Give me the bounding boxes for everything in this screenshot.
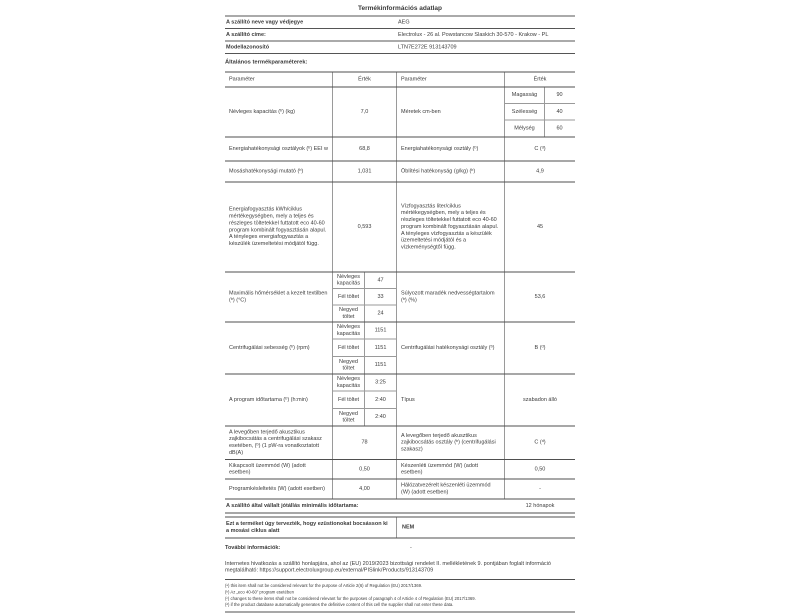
wash-index-label: Mosáshatékonysági mutató (ᵇ) [225, 161, 333, 181]
water-consumption-value: 45 [536, 223, 544, 230]
table-row [225, 87, 575, 137]
table-row [225, 374, 575, 426]
sub-value: 3:25 [375, 379, 386, 386]
footnote-b: (ᵇ) Az „eco 40-60” program esetében [225, 589, 294, 595]
type-label: Típus [397, 374, 505, 425]
footnote-a: (ᵃ) this item shall not be considered relevant for the purpose of Article 2(6) of Regulation (EU) 2017/1369. [225, 583, 423, 589]
energy-class-label: Energiahatékonysági osztály (ᵇ) [397, 137, 505, 160]
spin-class-value: B (ᵈ) [534, 344, 546, 351]
column-header: Érték [533, 75, 547, 82]
model-id-value: LTN7E272E 913143709 [398, 43, 457, 50]
sub-value: 1151 [374, 361, 387, 368]
supplier-name-value: AEG [398, 18, 410, 25]
table-row [333, 340, 396, 357]
silver-ion-row [225, 516, 575, 538]
sub-value: 2:40 [375, 396, 386, 403]
capacity-value: 7,0 [333, 87, 397, 136]
program-duration-label: A program időtartama (ᵇ) (h:min) [225, 374, 333, 425]
moisture-value: 53,6 [534, 293, 546, 300]
table-row [333, 357, 396, 373]
table-row [505, 104, 575, 121]
sub-value: 47 [377, 276, 384, 283]
product-fiche-document [225, 4, 575, 613]
dim-depth-label: Mélység [505, 121, 545, 137]
dim-depth-value: 60 [556, 125, 563, 132]
supplier-name-label: A szállító neve vagy védjegye [226, 18, 304, 25]
sub-label: Névleges kapacitás [333, 322, 365, 338]
table-row [333, 374, 396, 391]
sub-value: 1151 [374, 327, 387, 334]
supplier-address-value: Electrolux - 26 al. Powstancow Slaskich 30-570 - Krakow - PL [398, 31, 549, 38]
wash-index-value: 1,031 [333, 161, 397, 181]
dimensions-subtable [505, 87, 575, 136]
sub-label: Fél töltet [333, 340, 365, 356]
warranty-row [225, 499, 575, 513]
warranty-label: A szállító által vállalt jótállás minimális időtartama: [226, 502, 359, 509]
table-row [505, 87, 575, 104]
table-row [225, 322, 575, 374]
footnote-d: (ᵈ) if the product database automatically generates the definitive content of this cell the supplier shall not enter these data. [225, 602, 454, 608]
table-row [333, 306, 396, 322]
supplier-link-paragraph [225, 560, 575, 574]
rinse-label: Öblítési hatékonyság (g/kg) (ᵇ) [397, 161, 505, 181]
dim-width-value: 40 [556, 108, 563, 115]
networked-standby-value: - [539, 485, 541, 492]
sub-value: 24 [377, 310, 384, 316]
spin-class-label: Centrifugálási hatékonysági osztály (ᵇ) [397, 322, 505, 373]
eei-value: 68,8 [333, 137, 397, 160]
table-header-row [225, 72, 575, 87]
sub-value: 33 [377, 293, 384, 300]
off-mode-value: 0,50 [333, 460, 397, 479]
delay-start-value: 4,00 [333, 480, 397, 499]
table-row [225, 182, 575, 272]
table-row [333, 392, 396, 409]
table-row [333, 322, 396, 339]
energy-consumption-value: 0,593 [333, 182, 397, 271]
footnotes-block [225, 579, 575, 613]
water-consumption-label: Vízfogyasztás liter/ciklus mértékegységben, mely a teljes és részleges töltetekkel futtatott eco 40-60 program kombinált fogyasztásán alapul. A tényleges vízfogyasztás a készülék üzemeltetési módjától és a vízkeménységtől függ. [397, 182, 505, 271]
program-duration-subtable [333, 374, 397, 425]
supplier-info-table [225, 16, 575, 55]
footnote-c: (ᶜ) changes to these items shall not be considered relevant for the purposes of paragraph 4 of Article 4 of Regulation (EU) 2017/1369. [225, 595, 476, 601]
noise-value: 78 [333, 426, 397, 459]
table-row [225, 17, 575, 30]
noise-class-label: A levegőben terjedő akusztikus zajkibocsátás osztály (ᵇ) (centrifugálási szakasz) [397, 426, 505, 459]
silver-ion-value: NEM [402, 523, 415, 530]
table-row [225, 42, 575, 55]
column-header: Érték [333, 72, 397, 86]
eei-label: Energiahatékonysági osztályok (ᵇ) EEI w [225, 137, 333, 160]
more-info-value: - [410, 544, 412, 551]
dim-height-value: 90 [556, 91, 563, 98]
energy-consumption-label: Energiafogyasztás kWh/ciklus mértékegységben, mely a teljes és részleges töltetekkel futtatott eco 40-60 program kombinált fogyasztásán alapul. A tényleges energiafogyasztás a készülék üzemeltetési módjától függ. [225, 182, 333, 271]
spin-speed-subtable [333, 322, 397, 373]
dim-height-label: Magasság [505, 87, 545, 103]
table-row [225, 29, 575, 42]
model-id-label: Modellazonosító [226, 43, 270, 50]
standby-label: Készenléti üzemmód (W) (adott esetben) [397, 460, 505, 479]
page-title: Termékinformációs adatlap [357, 4, 443, 12]
max-temperature-subtable [333, 272, 397, 321]
standby-value: 0,50 [534, 465, 546, 472]
moisture-label: Súlyozott maradék nedvességtartalom (ᵇ) (%) [397, 272, 505, 321]
table-row [333, 289, 396, 306]
sub-label: Fél töltet [333, 392, 365, 408]
table-row [225, 426, 575, 460]
table-row [225, 137, 575, 161]
supplier-link[interactable]: https://support.electroluxgroup.eu/external/PISlink/Products/913143709 [259, 567, 434, 574]
parameters-table [225, 71, 575, 499]
delay-start-label: Programkésleltetés (W) (adott esetben) [225, 480, 333, 499]
more-info-label: További információk: [225, 544, 281, 551]
noise-label: A levegőben terjedő akusztikus zajkibocsátás a centrifugálási szakasz esetében, (ᵇ) (1 pW-ra vonatkoztatott dB(A) [225, 426, 333, 459]
table-row [333, 272, 396, 289]
sub-label: Névleges kapacitás [333, 374, 365, 390]
general-parameters-heading: Általános termékparaméterek: [225, 59, 308, 66]
energy-class-value: C (ᵈ) [534, 145, 546, 152]
networked-standby-label: Hálózatvezérelt készenléti üzemmód (W) (adott esetben) [397, 480, 505, 499]
sub-value: 1151 [374, 344, 387, 351]
sub-label: Negyed töltet [333, 306, 365, 322]
off-mode-label: Kikapcsolt üzemmód (W) (adott esetben) [225, 460, 333, 479]
dim-width-label: Szélesség [505, 104, 545, 120]
noise-class-value: C (ᵈ) [534, 439, 546, 446]
column-header: Paraméter [397, 72, 505, 86]
table-row [505, 121, 575, 137]
table-row [225, 272, 575, 322]
silver-ion-label: Ezt a terméket úgy tervezték, hogy ezüstionokat bocsásson ki a mosási ciklus alatt [225, 517, 397, 537]
dimensions-label: Méretek cm-ben [397, 87, 505, 136]
sub-value: 2:40 [375, 413, 386, 420]
column-header: Paraméter [225, 72, 333, 86]
sub-label: Fél töltet [333, 289, 365, 305]
rinse-value: 4,9 [536, 167, 544, 174]
sub-label: Névleges kapacitás [333, 272, 365, 288]
more-info-row [225, 544, 575, 555]
table-row [333, 409, 396, 425]
supplier-address-label: A szállító címe: [226, 31, 266, 38]
max-temperature-label: Maximális hőmérséklet a kezelt textilben (ᵇ) (°C) [225, 272, 333, 321]
supplier-link-text: Internetes hivatkozás a szállító honlapjára, ahol az (EU) 2019/2023 bizottsági rendelet II. mellékletének 9. pontjában foglalt információ megtalálható: [225, 560, 551, 574]
warranty-value: 12 hónapok [525, 502, 555, 509]
spin-speed-label: Centrifugálási sebesség (ᵇ) (rpm) [225, 322, 333, 373]
type-value: szabadon álló [523, 396, 557, 403]
capacity-label: Névleges kapacitás (ᵇ) (kg) [225, 87, 333, 136]
sub-label: Negyed töltet [333, 409, 365, 425]
table-row [225, 460, 575, 480]
table-row [225, 161, 575, 182]
table-row [225, 480, 575, 500]
sub-label: Negyed töltet [333, 357, 365, 373]
